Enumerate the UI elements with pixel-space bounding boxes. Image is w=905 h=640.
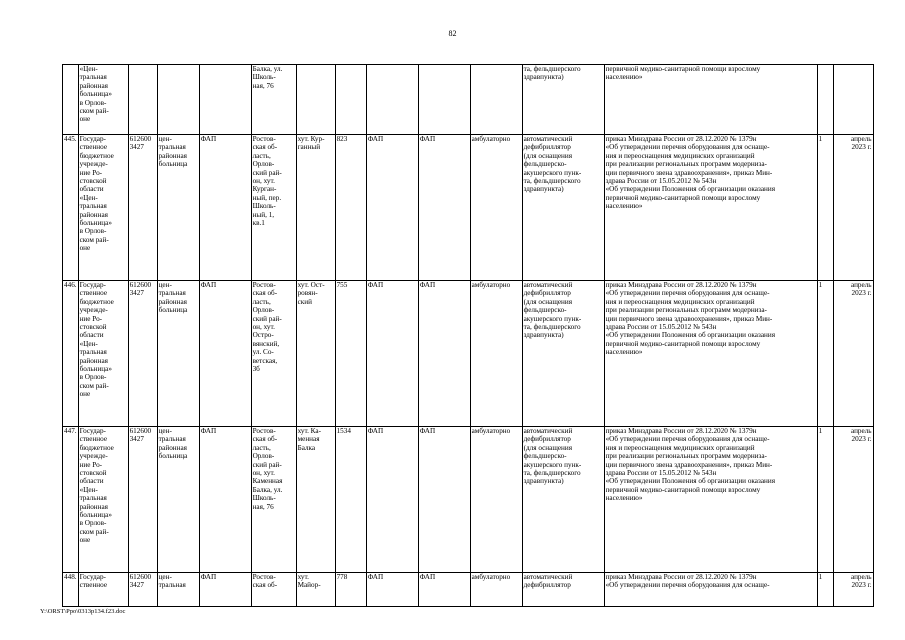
page-number: 82	[448, 29, 457, 38]
cell-col8: ФАП	[366, 573, 418, 607]
cell-qty: 1	[817, 135, 833, 281]
cell-address: Ростов- ская об- ласть, Орлов- ский рай- он, хут. Остро- вянский, ул. Со- ветская, 3б	[251, 281, 296, 427]
cell-type: цен- тральная	[157, 573, 199, 607]
cell-date: апрель 2023 г.	[833, 135, 873, 281]
cell-address: Ростов- ская об- ласть, Орлов- ский рай- он, хут. Каменная Балка, ул. Школь- ная, 76	[251, 427, 296, 573]
cell-unit: ФАП	[199, 135, 251, 281]
cell-inn: 612600 3427	[128, 135, 157, 281]
cell-equipment: автоматический дефибриллятор	[522, 573, 604, 607]
cell-settlement	[296, 65, 335, 135]
cell-col8	[366, 65, 418, 135]
cell-inn: 612600 3427	[128, 427, 157, 573]
cell-date: апрель 2023 г.	[833, 573, 873, 607]
cell-care: амбулаторно	[470, 281, 522, 427]
cell-date	[833, 65, 873, 135]
cell-organization: Государ- ственное бюджетное учрежде- ние Ро- стовской области «Цен- тральная районная больница» в Орлов- ском рай- оне	[78, 135, 128, 281]
cell-unit: ФАП	[199, 573, 251, 607]
cell-care: амбулаторно	[470, 427, 522, 573]
cell-basis: приказ Минздрава России от 28.12.2020 № 1379н «Об утверждении перечня оборудования для оснаще-	[604, 573, 817, 607]
cell-settlement: хут. Майор-	[296, 573, 335, 607]
cell-population: 823	[335, 135, 366, 281]
table-row	[63, 135, 874, 281]
cell-col8: ФАП	[366, 135, 418, 281]
cell-population: 755	[335, 281, 366, 427]
cell-population	[335, 65, 366, 135]
cell-qty: 1	[817, 427, 833, 573]
cell-settlement: хут. Ост- ровян- ский	[296, 281, 335, 427]
cell-col8: ФАП	[366, 427, 418, 573]
cell-col9: ФАП	[418, 135, 470, 281]
cell-population: 1534	[335, 427, 366, 573]
cell-basis: приказ Минздрава России от 28.12.2020 № 1379н «Об утверждении перечня оборудования для оснаще- ния и переоснащения медицинских организаций при реализации региональных программ модерниза- ции первичного звена здравоохранения», приказ Мин- здрава России от 15.05.2012 № 543н «Об утверждении Положения об организации оказания первичной медико-санитарной помощи взрослому населению»	[604, 281, 817, 427]
cell-address: Ростов- ская об- ласть, Орлов- ский рай- он, хут. Курган- ный, пер. Школь- ный, 1, кв.1	[251, 135, 296, 281]
cell-number: 448.	[63, 573, 79, 607]
cell-number: 446.	[63, 281, 79, 427]
cell-unit: ФАП	[199, 427, 251, 573]
cell-basis: первичной медико-санитарной помощи взрослому населению»	[604, 65, 817, 135]
cell-organization: Государ- ственное	[78, 573, 128, 607]
cell-equipment: автоматический дефибриллятор (для оснащения фельдшерско- акушерского пунк- та, фельдшерского здравпункта)	[522, 135, 604, 281]
cell-unit	[199, 65, 251, 135]
file-path-footer: Y:\ORST\Ppo\0313p134.f23.doc	[40, 608, 126, 615]
cell-inn: 612600 3427	[128, 281, 157, 427]
cell-number	[63, 65, 79, 135]
cell-type: цен- тральная районная больница	[157, 281, 199, 427]
cell-qty: 1	[817, 573, 833, 607]
cell-organization: Государ- ственное бюджетное учрежде- ние Ро- стовской области «Цен- тральная районная больница» в Орлов- ском рай- оне	[78, 427, 128, 573]
cell-care: амбулаторно	[470, 135, 522, 281]
cell-type	[157, 65, 199, 135]
cell-settlement: хут. Кур- ганный	[296, 135, 335, 281]
cell-equipment: автоматический дефибриллятор (для оснащения фельдшерско- акушерского пунк- та, фельдшерского здравпункта)	[522, 427, 604, 573]
cell-equipment: та, фельдшерского здравпункта)	[522, 65, 604, 135]
cell-population: 778	[335, 573, 366, 607]
cell-basis: приказ Минздрава России от 28.12.2020 № 1379н «Об утверждении перечня оборудования для оснаще- ния и переоснащения медицинских организаций при реализации региональных программ модерниза- ции первичного звена здравоохранения», приказ Мин- здрава России от 15.05.2012 № 543н «Об утверждении Положения об организации оказания первичной медико-санитарной помощи взрослому населению»	[604, 427, 817, 573]
cell-col8: ФАП	[366, 281, 418, 427]
continuation-row	[63, 65, 874, 135]
cell-inn: 612600 3427	[128, 573, 157, 607]
cell-qty	[817, 65, 833, 135]
table-row	[63, 281, 874, 427]
table-row	[63, 573, 874, 607]
cell-qty: 1	[817, 281, 833, 427]
cell-col9	[418, 65, 470, 135]
cell-number: 447.	[63, 427, 79, 573]
equipment-table	[62, 64, 874, 607]
cell-address: Балка, ул. Школь- ная, 76	[251, 65, 296, 135]
cell-organization: «Цен- тральная районная больница» в Орлов- ском рай- оне	[78, 65, 128, 135]
table-row	[63, 427, 874, 573]
cell-care	[470, 65, 522, 135]
cell-type: цен- тральная районная больница	[157, 427, 199, 573]
cell-address: Ростов- ская об-	[251, 573, 296, 607]
cell-col9: ФАП	[418, 427, 470, 573]
cell-date: апрель 2023 г.	[833, 427, 873, 573]
cell-date: апрель 2023 г.	[833, 281, 873, 427]
cell-type: цен- тральная районная больница	[157, 135, 199, 281]
cell-organization: Государ- ственное бюджетное учрежде- ние Ро- стовской области «Цен- тральная районная больница» в Орлов- ском рай- оне	[78, 281, 128, 427]
cell-inn	[128, 65, 157, 135]
cell-col9: ФАП	[418, 573, 470, 607]
cell-equipment: автоматический дефибриллятор (для оснащения фельдшерско- акушерского пунк- та, фельдшерского здравпункта)	[522, 281, 604, 427]
cell-settlement: хут. Ка- менная Балка	[296, 427, 335, 573]
cell-col9: ФАП	[418, 281, 470, 427]
cell-unit: ФАП	[199, 281, 251, 427]
cell-care: амбулаторно	[470, 573, 522, 607]
cell-basis: приказ Минздрава России от 28.12.2020 № 1379н «Об утверждении перечня оборудования для оснаще- ния и переоснащения медицинских организаций при реализации региональных программ модерниза- ции первичного звена здравоохранения», приказ Мин- здрава России от 15.05.2012 № 543н «Об утверждении Положения об организации оказания первичной медико-санитарной помощи взрослому населению»	[604, 135, 817, 281]
cell-number: 445.	[63, 135, 79, 281]
